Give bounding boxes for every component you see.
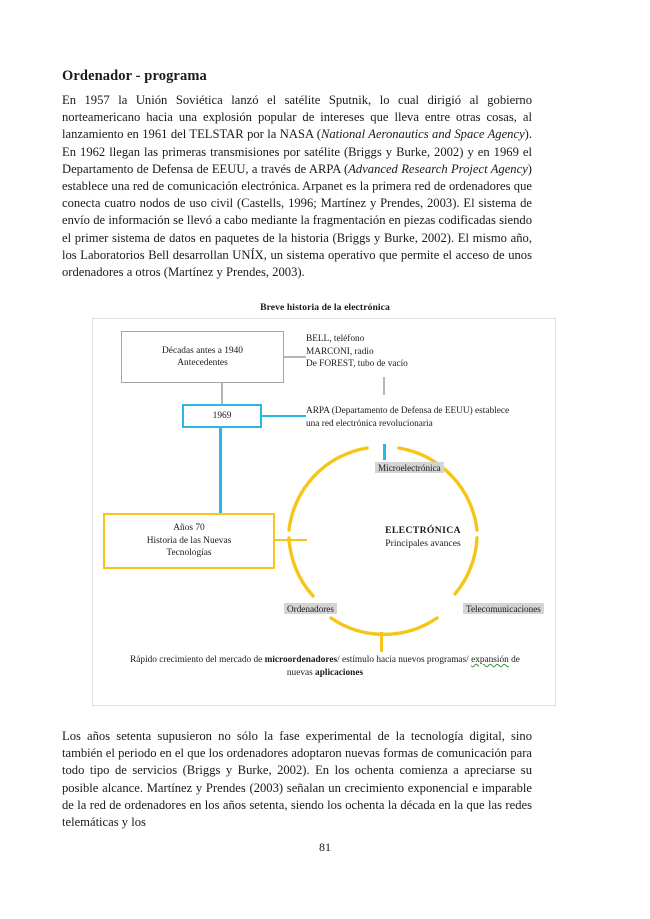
figure-title: Breve historia de la electrónica: [260, 302, 390, 313]
ellipse-center-text: [343, 525, 503, 550]
paragraph-top: [62, 92, 532, 281]
paragraph-run-1: National Aeronautics and Space Agency: [320, 127, 525, 142]
ellipse-center-title: ELECTRÓNICA: [385, 525, 461, 536]
annotation-bell-line3: De FOREST, tubo de vacío: [306, 359, 408, 370]
caption-run-4: de nuevas: [286, 655, 520, 678]
connector-anos70-to-ellipse: [275, 539, 307, 541]
paragraph-run-2: ). En 1962 llegan las primeras transmisiones por satélite (Briggs y Burke, 2002) y en 1969 el Departamento de Defensa de EEUU, a través de ARPA (: [62, 127, 533, 176]
box-antecedentes-line2: Antecedentes: [177, 358, 228, 368]
caption-run-1: microordenadores: [264, 655, 338, 665]
box-antecedentes: [121, 331, 284, 383]
annotation-bell-line1: BELL, teléfono: [306, 334, 365, 344]
figure-breve-historia-electronica: [92, 302, 558, 707]
paragraph-run-3: Advanced Research Project Agency: [348, 161, 528, 176]
annotation-arpa-line1: ARPA (Departamento de Defensa de EEUU) establece: [306, 406, 510, 416]
connector-tick-cyan: [383, 444, 386, 460]
caption-run-3: expansión: [471, 655, 509, 665]
paragraph-run-0: En 1957 la Unión Soviética lanzó el satélite Sputnik, lo cual dirigió al gobierno norteamericano hacia una explosión popular de intereses que lleva entre otras cosas, al lanzamiento en 1961 del TELSTAR por la NASA (: [62, 93, 532, 142]
connector-1969-to-arpa: [262, 415, 306, 417]
node-label-ordenadores: Ordenadores: [284, 603, 337, 614]
page-heading: Ordenador - programa: [62, 67, 207, 84]
box-anos70-line1: Años 70: [173, 523, 205, 534]
caption-run-5: aplicaciones: [315, 668, 364, 678]
node-label-microelectronica: Microelectrónica: [375, 462, 444, 473]
caption-run-0: Rápido crecimiento del mercado de: [130, 655, 265, 665]
box-anos-70: [103, 513, 275, 569]
figure-caption: [118, 654, 532, 680]
annotation-bell-line2: MARCONI, radio: [306, 346, 374, 357]
caption-run-2: / estímulo hacia nuevos programas/: [337, 655, 472, 665]
annotation-bell-marconi-forest: [306, 333, 506, 371]
connector-tick-gray: [383, 377, 385, 395]
box-anos70-line2: Historia de las Nuevas: [146, 535, 232, 546]
connector-ellipse-to-caption: [380, 632, 383, 652]
box-anos70-line3: Tecnologías: [166, 548, 212, 559]
paragraph-bottom: Los años setenta supusieron no sólo la fase experimental de la tecnología digital, sino también el periodo en el que los ordenadores adoptaron nuevas formas de comunicación para todo tipo de servicios (Briggs y Burke, 2002). En los ochenta comienza a apreciarse su posible alcance. Martínez y Prendes (2003) señalan un crecimiento exponencial e imparable de la red de ordenadores en los años setenta, siendo los ochenta la década en la que las redes telemáticas y los: [62, 729, 532, 830]
page-number: 81: [319, 840, 331, 854]
ellipse-center-subtitle: Principales avances: [385, 537, 461, 549]
box-year-1969-label: 1969: [212, 410, 232, 421]
connector-antecedentes-to-1969: [221, 383, 223, 404]
connector-1969-to-anos70: [219, 428, 222, 513]
box-antecedentes-line1: Décadas antes a 1940: [162, 345, 243, 356]
box-year-1969: [182, 404, 262, 428]
annotation-arpa-line2: una red electrónica revolucionaria: [306, 418, 433, 429]
annotation-arpa: [306, 405, 536, 430]
paragraph-run-4: ) establece una red de comunicación electrónica. Arpanet es la primera red de ordenadores que conecta cuatro nodos de uso civil (Castells, 1996; Martínez y Prendes, 2003). El sistema de envío de información se llevó a cabo mediante la fragmentación en piezas codificadas siendo el primer sistema de datos en paquetes de la historia (Briggs y Burke, 2002). El mismo año, los Laboratorios Bell desarrollan UNÍX, un sistema operativo que permite el acceso de unos ordenadores a otros (Martínez y Prendes, 2003).: [62, 161, 532, 280]
connector-antecedentes-to-bell: [284, 356, 306, 358]
node-label-telecomunicaciones: Telecomunicaciones: [463, 603, 544, 614]
